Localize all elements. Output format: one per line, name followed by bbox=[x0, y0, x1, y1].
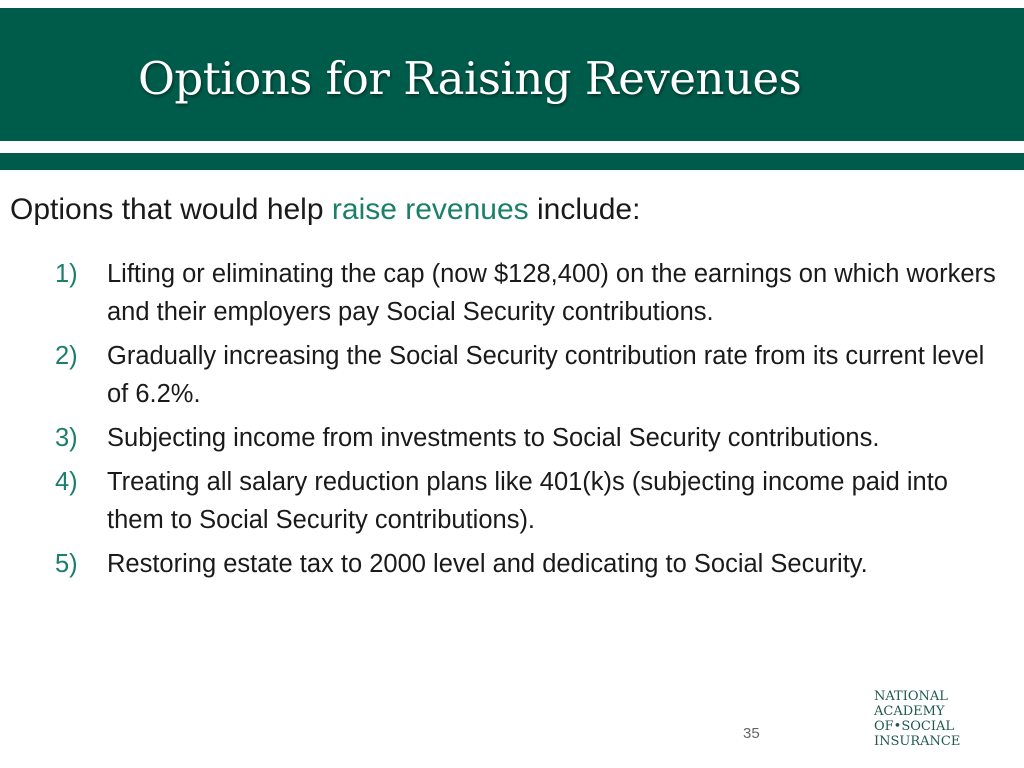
intro-prefix: Options that would help bbox=[10, 193, 324, 226]
option-number: 2) bbox=[55, 342, 78, 370]
options-list bbox=[55, 255, 1005, 589]
option-text: Gradually increasing the Social Security contribution rate from its current level of 6.2%. bbox=[107, 342, 985, 408]
accent-stripe bbox=[0, 153, 1024, 170]
option-text: Lifting or eliminating the cap (now $128,400) on the earnings on which workers and their employers pay Social Security contributions. bbox=[107, 260, 996, 326]
title-bar bbox=[0, 8, 1024, 141]
option-item-1 bbox=[55, 255, 1005, 331]
logo-line-2: ACADEMY bbox=[874, 704, 945, 719]
option-text: Subjecting income from investments to Social Security contributions. bbox=[107, 424, 880, 452]
option-number: 3) bbox=[55, 424, 78, 452]
intro-suffix: include: bbox=[537, 193, 641, 226]
logo-line-1: NATIONAL bbox=[874, 689, 948, 704]
slide-title: Options for Raising Revenues bbox=[138, 52, 802, 105]
option-item-2 bbox=[55, 337, 1005, 413]
option-item-4 bbox=[55, 463, 1005, 539]
intro-highlight: raise revenues bbox=[331, 193, 529, 226]
org-logo bbox=[874, 689, 963, 749]
option-number: 4) bbox=[55, 468, 78, 496]
intro-text bbox=[10, 193, 640, 227]
logo-line-4: INSURANCE bbox=[874, 734, 961, 749]
option-item-5 bbox=[55, 545, 1005, 583]
logo-line-3: OF•SOCIAL bbox=[874, 719, 955, 734]
option-text: Restoring estate tax to 2000 level and dedicating to Social Security. bbox=[107, 550, 868, 578]
option-item-3 bbox=[55, 419, 1005, 457]
page-number: 35 bbox=[743, 725, 760, 742]
option-number: 5) bbox=[55, 550, 78, 578]
option-text: Treating all salary reduction plans like 401(k)s (subjecting income paid into them to Social Security contributions). bbox=[107, 468, 948, 534]
option-number: 1) bbox=[55, 260, 78, 288]
